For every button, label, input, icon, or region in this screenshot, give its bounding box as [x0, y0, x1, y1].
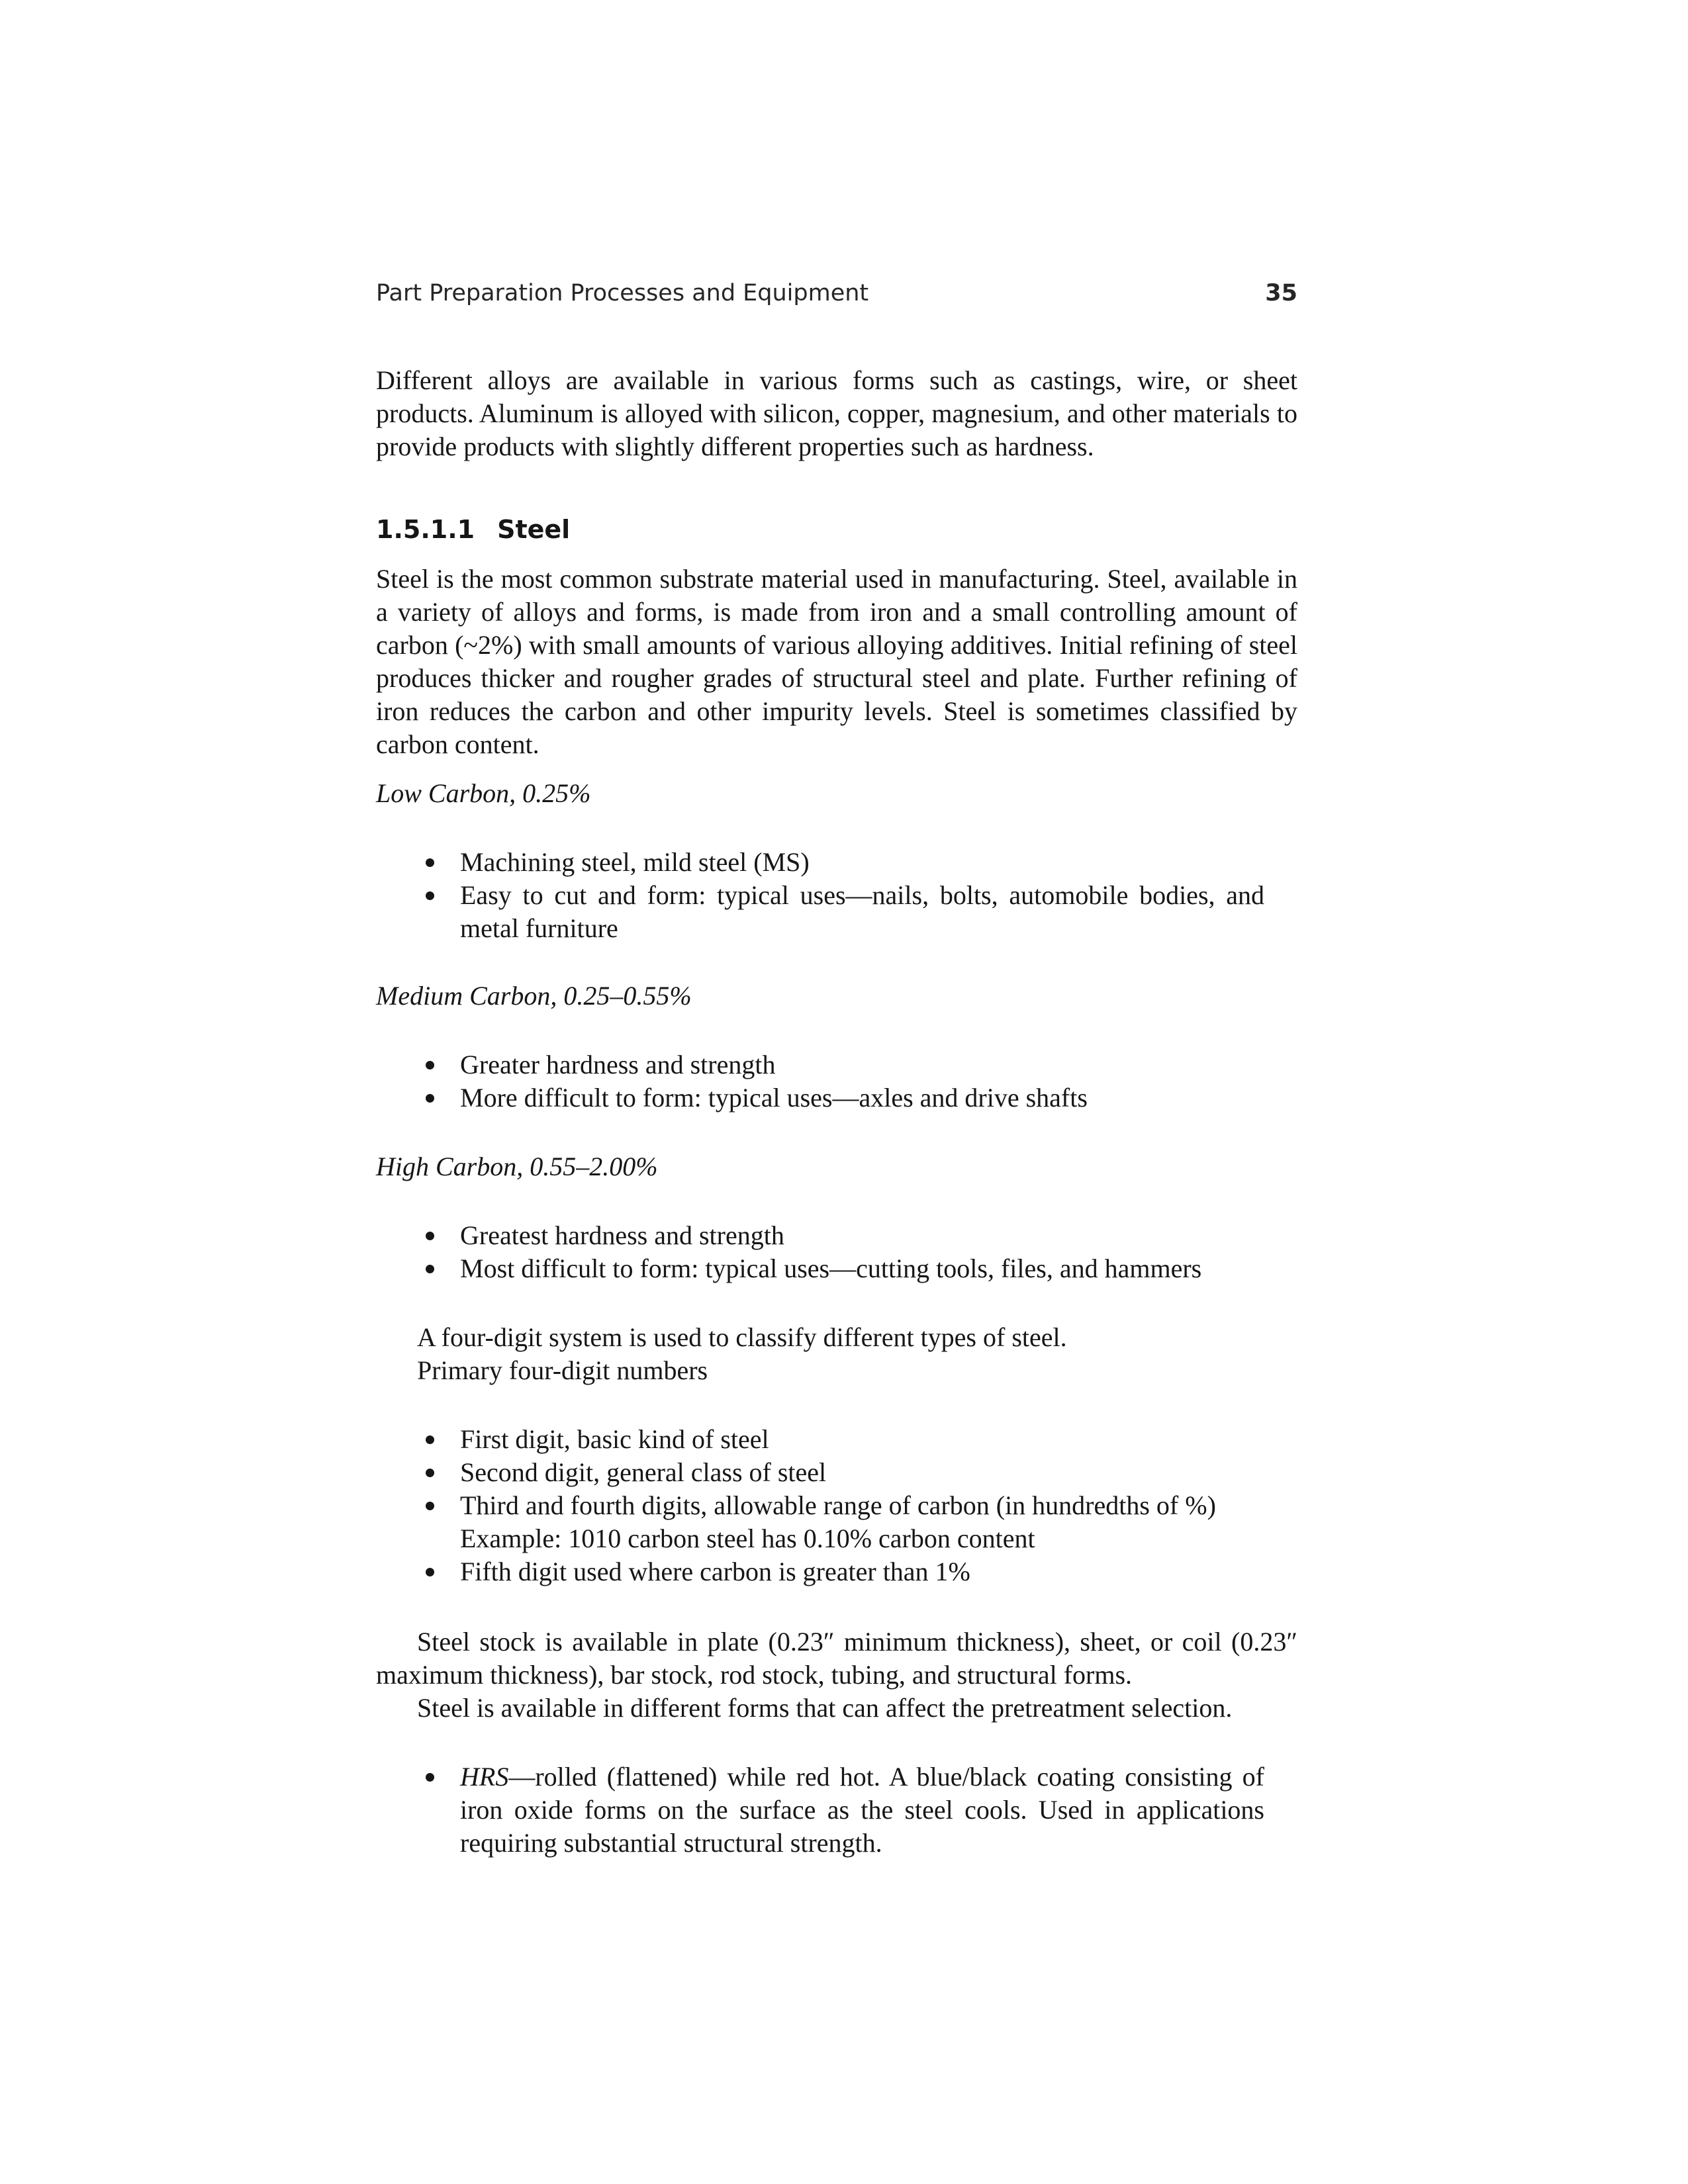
section-heading	[376, 511, 570, 548]
form-term: HRS	[460, 1762, 509, 1792]
high-carbon-heading: High Carbon, 0.55–2.00%	[376, 1152, 658, 1181]
form-description: —rolled (flattened) while red hot. A blue/black coating consisting of iron oxide forms on the surface as the steel cools. Used in applications requiring substantial structural strength.	[460, 1762, 1264, 1858]
bullet-icon	[426, 1061, 434, 1069]
bullet-icon	[426, 1232, 434, 1240]
list-item: First digit, basic kind of steel	[424, 1423, 1264, 1456]
running-header	[376, 276, 1297, 310]
stock-paragraph-2: Steel is available in different forms that can affect the pretreatment selection.	[417, 1693, 1233, 1723]
intro-paragraph	[376, 364, 1297, 463]
medium-carbon-heading: Medium Carbon, 0.25–0.55%	[376, 981, 692, 1011]
list-item: Most difficult to form: typical uses—cutting tools, files, and hammers	[424, 1252, 1264, 1285]
list-item: Second digit, general class of steel	[424, 1456, 1264, 1489]
section-number: 1.5.1.1	[376, 515, 475, 544]
bullet-icon	[426, 1435, 434, 1444]
list-item: Easy to cut and form: typical uses—nails, bolts, automobile bodies, and metal furniture	[424, 879, 1264, 945]
classification-intro	[417, 1321, 1297, 1387]
stock-paragraphs	[376, 1625, 1297, 1725]
intro-text: Different alloys are available in various forms such as castings, wire, or sheet products. Aluminum is alloyed with silicon, copper, magnesium, and other materials to provide products with slightly different properties such as hardness.	[376, 365, 1297, 461]
page-number: 35	[1265, 280, 1297, 306]
forms-list	[424, 1760, 1264, 1860]
list-item: Fifth digit used where carbon is greater than 1%	[424, 1555, 1264, 1588]
bullet-icon	[426, 1773, 434, 1782]
classification-list	[424, 1423, 1264, 1588]
high-carbon-list	[424, 1219, 1264, 1285]
classification-line-1: A four-digit system is used to classify different types of steel.	[417, 1322, 1067, 1352]
bullet-icon	[426, 1469, 434, 1477]
bullet-icon	[426, 858, 434, 867]
bullet-icon	[426, 1502, 434, 1510]
list-item: Machining steel, mild steel (MS)	[424, 846, 1264, 879]
running-title: Part Preparation Processes and Equipment	[376, 280, 869, 306]
section-title: Steel	[497, 515, 571, 544]
bullet-icon	[426, 891, 434, 900]
steel-paragraph	[376, 563, 1297, 761]
low-carbon-list	[424, 846, 1264, 945]
classification-example: Example: 1010 carbon steel has 0.10% carbon content	[460, 1524, 1035, 1553]
steel-text: Steel is the most common substrate material used in manufacturing. Steel, available in a variety of alloys and forms, is made from iron and a small controlling amount of carbon (~2%) with small amounts of various alloying additives. Initial refining of steel produces thicker and rougher grades of structural steel and plate. Further refining of iron reduces the carbon and other impurity levels. Steel is sometimes classified by carbon content.	[376, 564, 1297, 759]
list-item	[424, 1760, 1264, 1860]
classification-line-2: Primary four-digit numbers	[417, 1355, 708, 1385]
low-carbon-heading: Low Carbon, 0.25%	[376, 778, 591, 808]
bullet-icon	[426, 1265, 434, 1273]
list-item: Third and fourth digits, allowable range of carbon (in hundredths of %) Example: 1010 carbon steel has 0.10% carbon content	[424, 1489, 1264, 1555]
list-item: More difficult to form: typical uses—axles and drive shafts	[424, 1081, 1264, 1115]
bullet-icon	[426, 1094, 434, 1103]
list-item: Greatest hardness and strength	[424, 1219, 1264, 1252]
stock-paragraph-1: Steel stock is available in plate (0.23″ minimum thickness), sheet, or coil (0.23″ maximum thickness), bar stock, rod stock, tubing, and structural forms.	[376, 1627, 1297, 1690]
list-item: Greater hardness and strength	[424, 1048, 1264, 1081]
bullet-icon	[426, 1568, 434, 1576]
medium-carbon-list	[424, 1048, 1264, 1115]
